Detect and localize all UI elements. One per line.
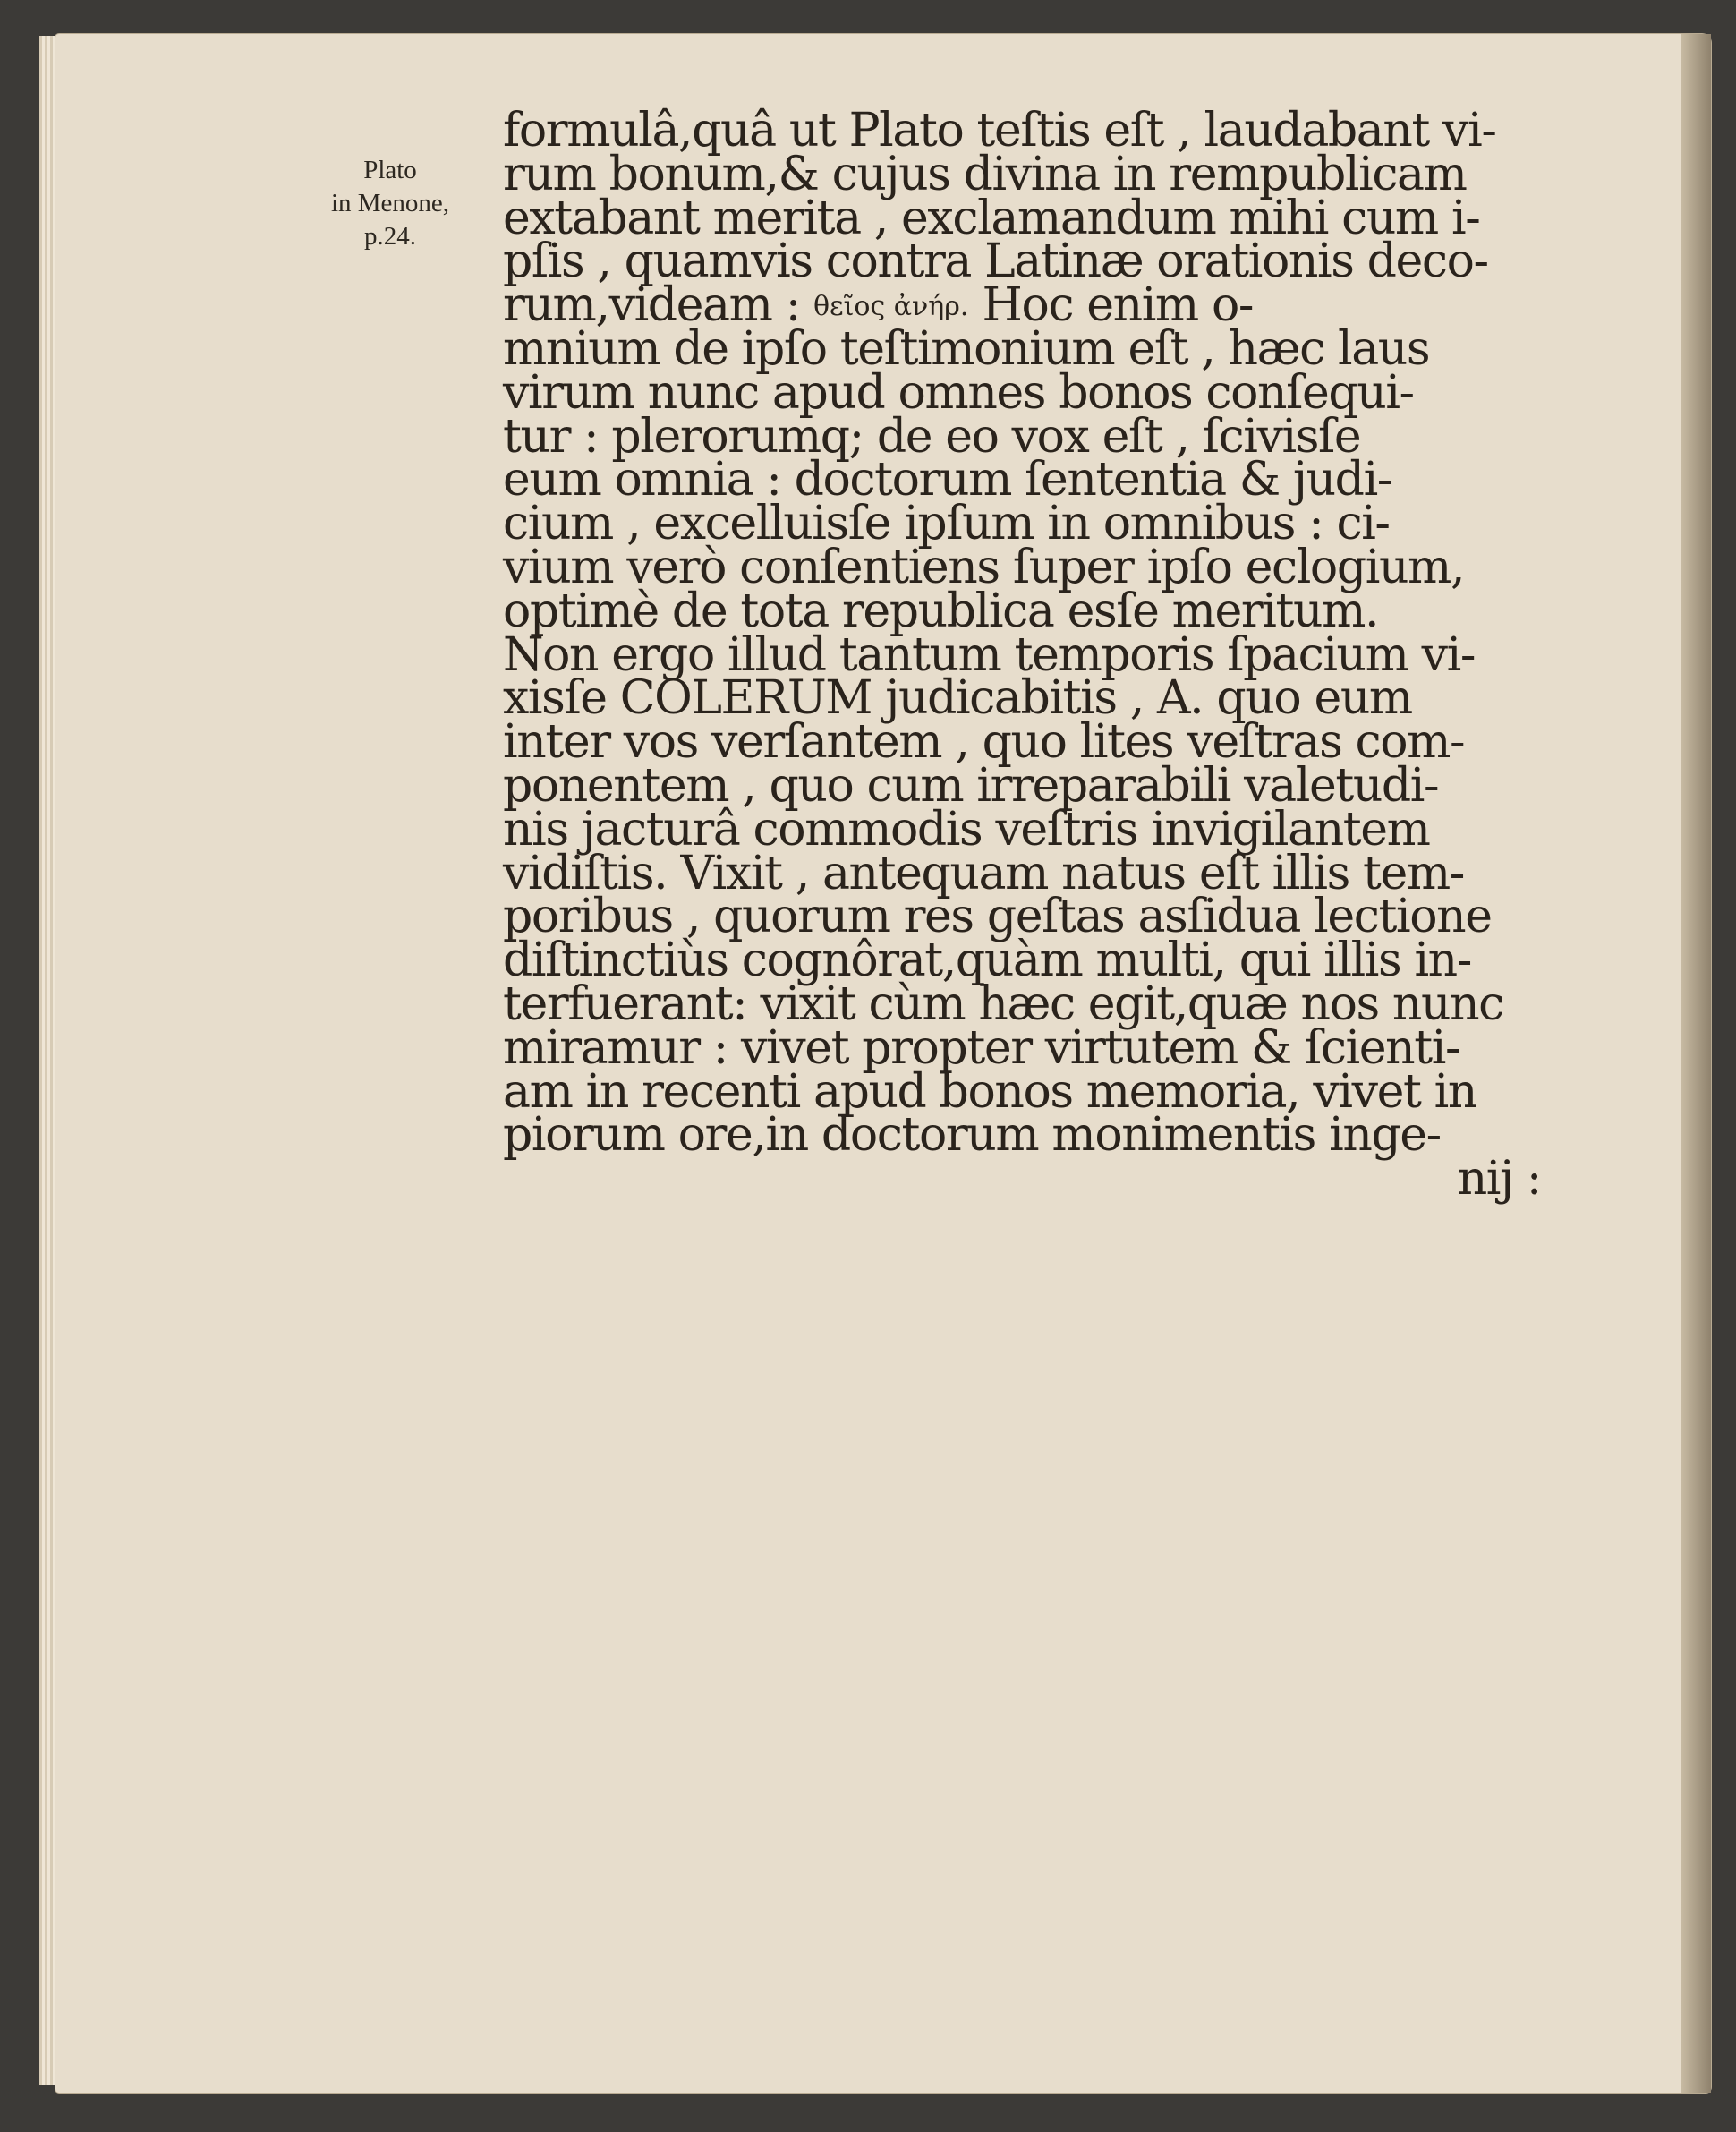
text-line: nis jacturâ commodis veſtris invigilantem — [503, 802, 1430, 857]
text-line: terfuerant: vixit cùm hæc egit,quæ nos nunc — [503, 976, 1503, 1031]
text-line: extabant merita , exclamandum mihi cum i- — [503, 191, 1480, 245]
text-line: tur : plerorumq; de eo vox eſt , ſcivisſe — [503, 409, 1361, 464]
text-line: rum bonum,& cujus divina in rempublicam — [503, 147, 1467, 201]
text-line: diſtinctiùs cognôrat,quàm multi, qui illis in- — [503, 934, 1471, 988]
text-line: virum nunc apud omnes bonos conſequi- — [503, 365, 1414, 420]
text-line: pſis , quamvis contra Latinæ orationis deco- — [503, 235, 1488, 289]
margin-note-line: in Menone, — [330, 189, 450, 217]
text-line: am in recenti apud bonos memoria, vivet in — [503, 1064, 1476, 1119]
greek-phrase: θεῖος ἀνήρ. — [813, 291, 969, 323]
catchword: nij : — [1457, 1152, 1541, 1207]
text-line: vidiſtis. Vixit , antequam natus eſt illis tem- — [503, 846, 1464, 900]
text-line-with-greek — [503, 278, 1541, 333]
text-line: miramur : vivet propter virtutem & ſcienti- — [503, 1020, 1460, 1075]
text-line-part: Hoc enim o- — [982, 278, 1254, 333]
book-gutter — [1681, 34, 1711, 2093]
margin-note — [301, 154, 480, 253]
text-line: piorum ore,in doctorum monimentis inge- — [503, 1108, 1441, 1163]
text-line-part: rum,videam : — [503, 278, 800, 333]
body-text — [503, 104, 1541, 1207]
text-line: optimè de tota republica esſe meritum. — [503, 584, 1379, 638]
text-line: vium verò conſentiens ſuper ipſo eclogium, — [503, 540, 1465, 594]
margin-note-line: p.24. — [364, 222, 416, 251]
text-line: inter vos verſantem , quo lites veſtras com- — [503, 715, 1465, 770]
text-line: Non ergo illud tantum temporis ſpacium vi- — [503, 627, 1476, 682]
text-line: mnium de ipſo teſtimonium eſt , hæc laus — [503, 321, 1430, 376]
text-line: xisſe COLERUM judicabitis , A. quo eum — [503, 671, 1412, 726]
margin-note-line: Plato — [363, 156, 417, 184]
text-line: poribus , quorum res geſtas asſidua lectione — [503, 890, 1492, 944]
text-line: ponentem , quo cum irreparabili valetudi- — [503, 758, 1439, 813]
text-line: cium , excelluisſe ipſum in omnibus : ci- — [503, 497, 1390, 551]
text-line: eum omnia : doctorum ſententia & judi- — [503, 453, 1391, 507]
text-line: formulâ,quâ ut Plato teſtis eſt , laudabant vi- — [503, 104, 1496, 158]
